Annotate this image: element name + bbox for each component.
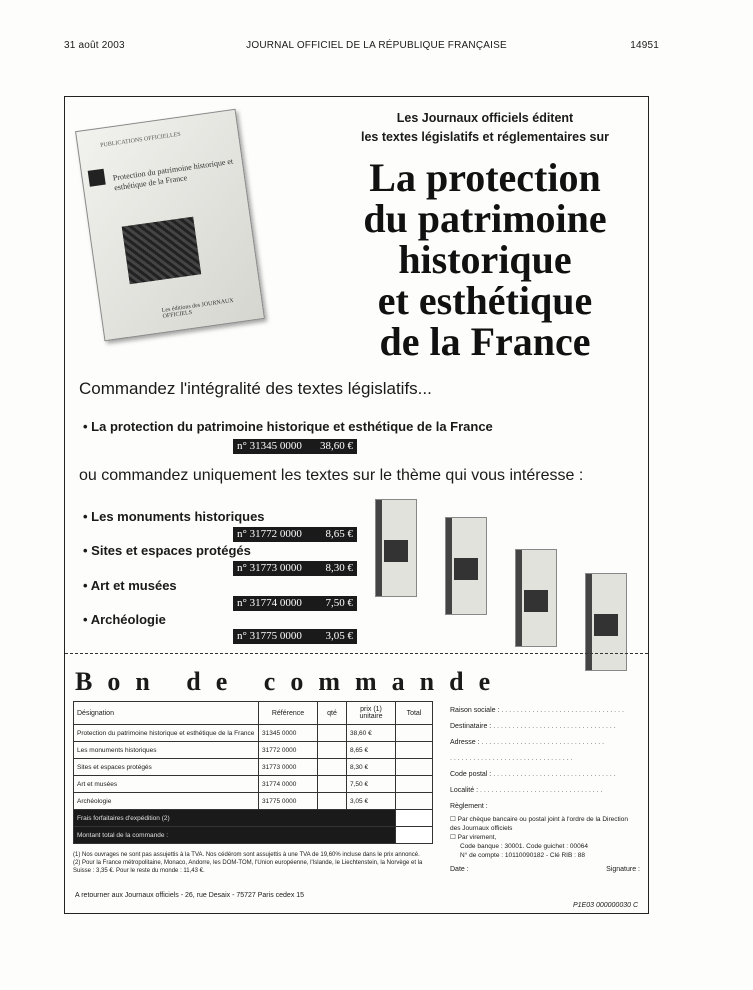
row-prix: 8,65 € — [347, 742, 396, 759]
main-item-label: • La protection du patrimoine historique et esthétique de la France — [83, 419, 493, 434]
frais-label: Frais forfaitaires d'expédition (2) — [74, 810, 396, 827]
row-total-field[interactable] — [396, 759, 433, 776]
header-date: 31 août 2003 — [64, 40, 125, 51]
signature-field[interactable]: Signature : — [606, 866, 640, 873]
book-top-label: PUBLICATIONS OFFICIELLES — [99, 131, 182, 149]
raison-sociale-field[interactable]: Raison sociale : . . . — [450, 703, 640, 719]
row-designation: Art et musées — [74, 776, 259, 793]
book-cover-image — [122, 217, 201, 284]
jo-logo-icon — [88, 169, 106, 187]
ref-number: n° 31774 0000 — [237, 597, 302, 609]
ref-number: n° 31775 0000 — [237, 630, 302, 642]
row-reference: 31773 0000 — [259, 759, 318, 776]
table-row — [74, 742, 433, 759]
table-header-row — [74, 702, 433, 725]
col-qte: qté — [318, 702, 347, 725]
table-row — [74, 725, 433, 742]
item-archeologie-ref — [233, 629, 357, 644]
cut-line — [65, 653, 648, 654]
row-total-field[interactable] — [396, 793, 433, 810]
ref-price: 8,65 € — [325, 528, 353, 540]
adresse-field[interactable]: Adresse : . . . — [450, 735, 640, 751]
row-total-field[interactable] — [396, 742, 433, 759]
ref-price: 8,30 € — [325, 562, 353, 574]
advert-frame — [64, 96, 649, 914]
bank-code: Code banque : 30001. Code guichet : 00064 — [460, 843, 588, 850]
row-designation: Archéologie — [74, 793, 259, 810]
row-reference: 31774 0000 — [259, 776, 318, 793]
item-archeologie-label: • Archéologie — [83, 612, 166, 627]
adresse-field-line2[interactable] — [450, 751, 640, 767]
row-prix: 7,50 € — [347, 776, 396, 793]
ref-number: n° 31772 0000 — [237, 528, 302, 540]
note-1: (1) Nos ouvrages ne sont pas assujettis à la TVA. Nos cédérom sont assujettis à une TVA de 19,60% incluse dans le prix annoncé. — [73, 852, 420, 858]
payment-options — [450, 815, 640, 860]
row-reference: 31775 0000 — [259, 793, 318, 810]
commandez-text: Commandez l'intégralité des textes législatifs... — [79, 379, 432, 398]
row-prix: 3,05 € — [347, 793, 396, 810]
montant-field[interactable] — [396, 827, 433, 844]
table-row — [74, 793, 433, 810]
row-qte-field[interactable] — [318, 793, 347, 810]
book-cover — [75, 109, 265, 341]
localite-field[interactable]: Localité : . . . — [450, 783, 640, 799]
table-row — [74, 776, 433, 793]
ad-title-line: La protection — [369, 155, 601, 200]
row-qte-field[interactable] — [318, 742, 347, 759]
account-number: N° de compte : 10110090182 - Clé RIB : 88 — [460, 852, 585, 859]
ad-intro-line2: les textes législatifs et réglementaires sur — [360, 130, 610, 144]
item-art-label: • Art et musées — [83, 578, 177, 593]
header-journal: JOURNAL OFFICIEL DE LA RÉPUBLIQUE FRANÇAISE — [246, 40, 507, 51]
row-qte-field[interactable] — [318, 759, 347, 776]
ref-price: 3,05 € — [325, 630, 353, 642]
thumbnail-monuments — [375, 499, 417, 597]
ad-title-line: de la France — [379, 319, 591, 364]
col-reference: Référence — [259, 702, 318, 725]
row-total-field[interactable] — [396, 725, 433, 742]
ad-intro — [335, 109, 635, 147]
cheque-option[interactable]: ☐ Par chèque bancaire ou postal joint à l'ordre de la Direction des Journaux officiels — [450, 816, 628, 832]
print-code: P1E03 000000030 C — [573, 902, 638, 909]
item-sites-ref — [233, 561, 357, 576]
ou-commandez-text: ou commandez uniquement les textes sur le thème qui vous intéresse : — [79, 467, 584, 484]
row-designation: Les monuments historiques — [74, 742, 259, 759]
ad-intro-line1: Les Journaux officiels éditent — [396, 111, 574, 125]
return-address: A retourner aux Journaux officiels - 26, rue Desaix - 75727 Paris cedex 15 — [75, 892, 305, 899]
main-item-ref — [233, 439, 357, 454]
code-postal-field[interactable]: Code postal : . . . — [450, 767, 640, 783]
ad-title — [325, 157, 645, 362]
row-prix: 8,30 € — [347, 759, 396, 776]
row-reference: 31772 0000 — [259, 742, 318, 759]
row-total-field[interactable] — [396, 776, 433, 793]
thumbnail-sites — [445, 517, 487, 615]
thumbnail-archeologie — [585, 573, 627, 671]
item-art-ref — [233, 596, 357, 611]
montant-row — [74, 827, 433, 844]
header-page-number: 14951 — [630, 40, 659, 51]
row-prix: 38,60 € — [347, 725, 396, 742]
ref-number: n° 31773 0000 — [237, 562, 302, 574]
col-total: Total — [396, 702, 433, 725]
ref-price: 7,50 € — [325, 597, 353, 609]
virement-option[interactable]: ☐ Par virement, — [450, 834, 497, 841]
note-2: (2) Pour la France métropolitaine, Monaco, Andorre, les DOM-TOM, l'Union européenne, l'Islande, le Liechtenstein, la Norvège et la Suisse : 3,35 €. Pour le reste du monde : 11,43 €. — [73, 860, 423, 874]
item-monuments-label: • Les monuments historiques — [83, 509, 265, 524]
item-sites-label: • Sites et espaces protégés — [83, 543, 251, 558]
col-prix: prix (1) unitaire — [347, 702, 396, 725]
col-designation: Désignation — [74, 702, 259, 725]
montant-label: Montant total de la commande : — [74, 827, 396, 844]
date-field[interactable]: Date : — [450, 866, 469, 873]
destinataire-field[interactable]: Destinataire : . . . — [450, 719, 640, 735]
date-signature-row — [450, 862, 640, 878]
row-qte-field[interactable] — [318, 725, 347, 742]
frais-field[interactable] — [396, 810, 433, 827]
customer-form — [450, 703, 640, 878]
ref-number: n° 31345 0000 — [237, 440, 302, 452]
ad-title-line: historique — [398, 237, 572, 282]
bon-de-commande-title: Bon de commande — [75, 667, 506, 696]
row-qte-field[interactable] — [318, 776, 347, 793]
reglement-label: Règlement : — [450, 803, 488, 810]
frais-row — [74, 810, 433, 827]
table-row — [74, 759, 433, 776]
ref-price: 38,60 € — [320, 440, 353, 452]
ad-title-line: et esthétique — [377, 278, 593, 323]
row-designation: Sites et espaces protégés — [74, 759, 259, 776]
row-designation: Protection du patrimoine historique et esthétique de la France — [74, 725, 259, 742]
item-monuments-ref — [233, 527, 357, 542]
ad-title-line: du patrimoine — [363, 196, 607, 241]
order-notes — [73, 851, 433, 875]
order-table — [73, 701, 433, 844]
thumbnail-art — [515, 549, 557, 647]
book-publisher: Les éditions des JOURNAUX OFFICIELS — [161, 297, 235, 320]
book-title: Protection du patrimoine historique et esthétique de la France — [112, 156, 234, 193]
row-reference: 31345 0000 — [259, 725, 318, 742]
